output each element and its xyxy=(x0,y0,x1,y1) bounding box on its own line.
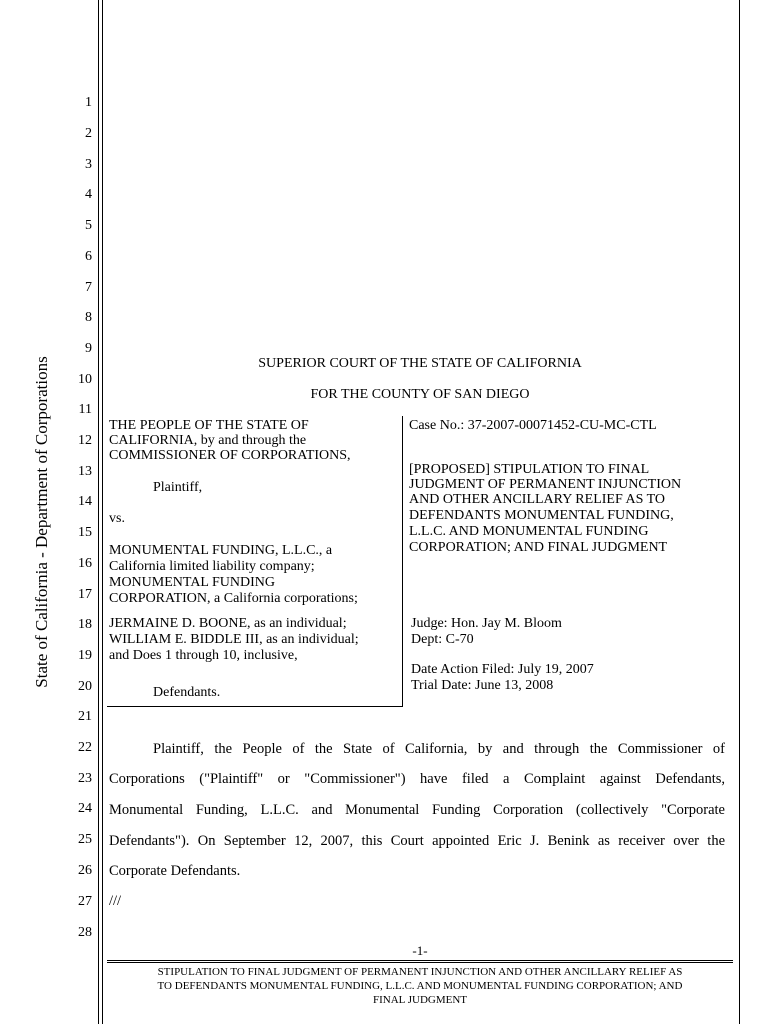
line-number: 19 xyxy=(78,648,92,663)
document-title-line: L.L.C. AND MONUMENTAL FUNDING xyxy=(409,524,649,539)
caption-underline xyxy=(107,706,403,707)
defendant-line: CORPORATION, a California corporations; xyxy=(109,591,358,606)
defendant-line: and Does 1 through 10, inclusive, xyxy=(109,648,298,663)
judge: Judge: Hon. Jay M. Bloom xyxy=(411,616,562,631)
line-number: 7 xyxy=(85,280,92,295)
footer-title-line: STIPULATION TO FINAL JUDGMENT OF PERMANENT INJUNCTION AND OTHER ANCILLARY RELIEF AS xyxy=(157,966,683,978)
defendant-line: WILLIAM E. BIDDLE III, as an individual; xyxy=(109,632,359,647)
continuation-mark: /// xyxy=(109,893,122,909)
court-county: FOR THE COUNTY OF SAN DIEGO xyxy=(310,387,530,402)
body-line: Corporations ("Plaintiff" or "Commissioner") have filed a Complaint against Defendants, xyxy=(109,771,725,787)
plaintiff-line: THE PEOPLE OF THE STATE OF xyxy=(109,418,309,433)
document-title-line: [PROPOSED] STIPULATION TO FINAL xyxy=(409,462,650,477)
line-number: 9 xyxy=(85,341,92,356)
line-number: 11 xyxy=(78,402,92,417)
case-number: Case No.: 37-2007-00071452-CU-MC-CTL xyxy=(409,418,657,433)
line-number: 14 xyxy=(78,494,92,509)
document-title-line: JUDGMENT OF PERMANENT INJUNCTION xyxy=(409,477,682,492)
line-number: 2 xyxy=(85,126,92,141)
line-number: 13 xyxy=(78,464,92,479)
document-title-line: DEFENDANTS MONUMENTAL FUNDING, xyxy=(409,508,674,523)
line-number: 23 xyxy=(78,771,92,786)
document-title-line: AND OTHER ANCILLARY RELIEF AS TO xyxy=(409,492,666,507)
date-action-filed: Date Action Filed: July 19, 2007 xyxy=(411,662,594,677)
versus-label: vs. xyxy=(109,511,125,526)
defendant-line: California limited liability company; xyxy=(109,559,315,574)
footer-rule xyxy=(107,960,733,961)
line-number: 27 xyxy=(78,894,92,909)
line-number: 10 xyxy=(78,372,92,387)
left-margin-rule xyxy=(98,0,99,1024)
line-number: 8 xyxy=(85,310,92,325)
trial-date: Trial Date: June 13, 2008 xyxy=(411,678,554,693)
plaintiff-line: COMMISSIONER OF CORPORATIONS, xyxy=(109,448,351,463)
body-line: Monumental Funding, L.L.C. and Monumental Funding Corporation (collectively "Corporate xyxy=(109,802,725,818)
department: Dept: C-70 xyxy=(411,632,474,647)
page-number: -1- xyxy=(412,943,428,958)
line-number: 18 xyxy=(78,617,92,632)
line-number: 24 xyxy=(78,801,92,816)
line-number: 22 xyxy=(78,740,92,755)
defendant-line: MONUMENTAL FUNDING, L.L.C., a xyxy=(109,543,333,558)
line-number: 5 xyxy=(85,218,92,233)
line-number: 28 xyxy=(78,925,92,940)
line-number: 15 xyxy=(78,525,92,540)
defendants-label: Defendants. xyxy=(153,685,221,700)
line-number: 16 xyxy=(78,556,92,571)
body-last-line: Corporate Defendants. xyxy=(109,863,241,879)
footer-title-line: FINAL JUDGMENT xyxy=(372,994,467,1006)
line-number: 6 xyxy=(85,249,92,264)
line-number: 20 xyxy=(78,679,92,694)
footer-title-line: TO DEFENDANTS MONUMENTAL FUNDING, L.L.C. AND MONUMENTAL FUNDING CORPORATION; AND xyxy=(157,980,683,992)
body-line: Plaintiff, the People of the State of California, by and through the Commissioner of xyxy=(153,741,725,757)
court-title: SUPERIOR COURT OF THE STATE OF CALIFORNIA xyxy=(258,356,582,371)
margin-label: State of California - Department of Corporations xyxy=(32,356,51,688)
line-number: 17 xyxy=(78,587,92,602)
document-title-line: CORPORATION; AND FINAL JUDGMENT xyxy=(409,540,668,555)
defendant-line: MONUMENTAL FUNDING xyxy=(109,575,275,590)
line-number: 3 xyxy=(85,157,92,172)
footer-rule-double xyxy=(107,962,733,963)
left-margin-rule-inner xyxy=(102,0,103,1024)
line-number: 1 xyxy=(85,95,92,110)
plaintiff-line: CALIFORNIA, by and through the xyxy=(109,433,307,448)
line-number: 26 xyxy=(78,863,92,878)
caption-divider xyxy=(402,416,403,707)
line-number: 12 xyxy=(78,433,92,448)
body-line: Defendants"). On September 12, 2007, this Court appointed Eric J. Benink as receiver over the xyxy=(109,833,725,849)
line-number: 21 xyxy=(78,709,92,724)
right-margin-rule xyxy=(739,0,740,1024)
line-number: 25 xyxy=(78,832,92,847)
plaintiff-label: Plaintiff, xyxy=(153,480,203,495)
line-number: 4 xyxy=(85,187,92,202)
defendant-line: JERMAINE D. BOONE, as an individual; xyxy=(109,616,347,631)
